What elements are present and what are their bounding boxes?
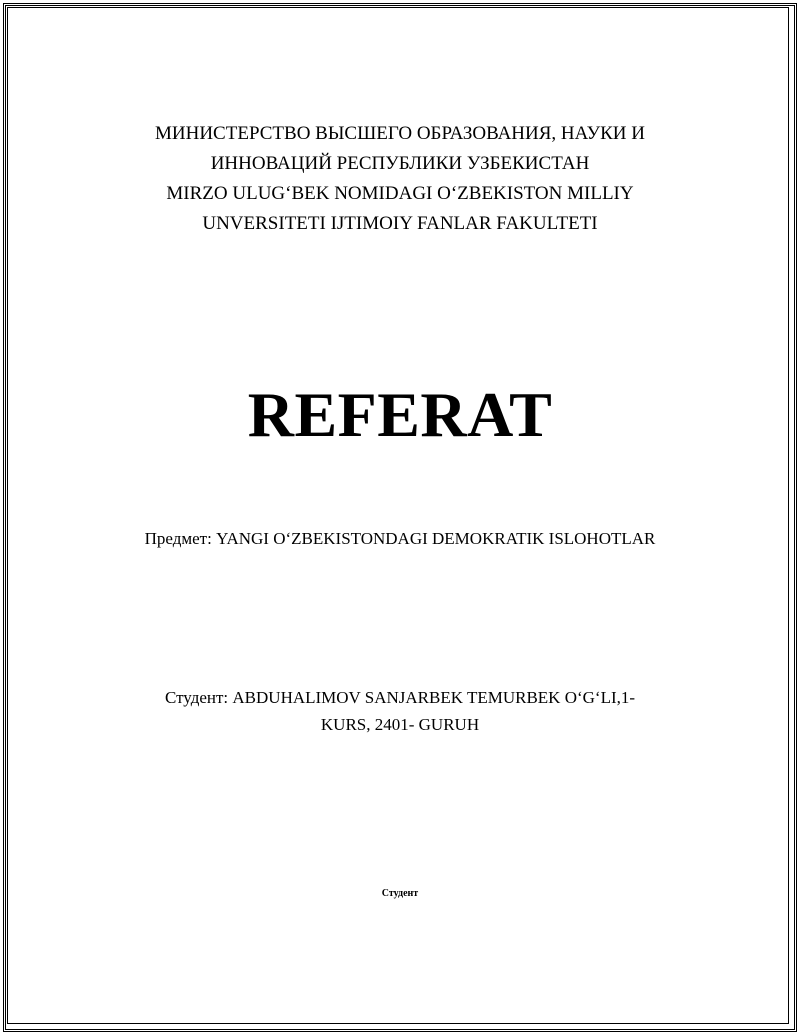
header-line-ministry-2: ИННОВАЦИЙ РЕСПУБЛИКИ УЗБЕКИСТАН <box>210 153 590 174</box>
header-line-ministry-1: МИНИСТЕРСТВО ВЫСШЕГО ОБРАЗОВАНИЯ, НАУКИ И <box>155 123 645 144</box>
header-line-university-2: UNVERSITETI IJTIMOIY FANLAR FAKULTETI <box>202 213 598 234</box>
student-line-name: Студент: ABDUHALIMOV SANJARBEK TEMURBEK O‘G‘LI,1- <box>164 688 636 707</box>
subject-line: Предмет: YANGI O‘ZBEKISTONDAGI DEMOKRATIK ISLOHOTLAR <box>144 529 656 548</box>
student-line-group: KURS, 2401- GURUH <box>320 715 480 734</box>
header-line-university-1: MIRZO ULUG‘BEK NOMIDAGI O‘ZBEKISTON MILLIY <box>166 183 634 204</box>
document-title: REFERAT <box>247 379 553 450</box>
footer-student-label: Студент <box>381 888 419 899</box>
student-info <box>0 684 800 738</box>
institution-header <box>0 119 800 239</box>
